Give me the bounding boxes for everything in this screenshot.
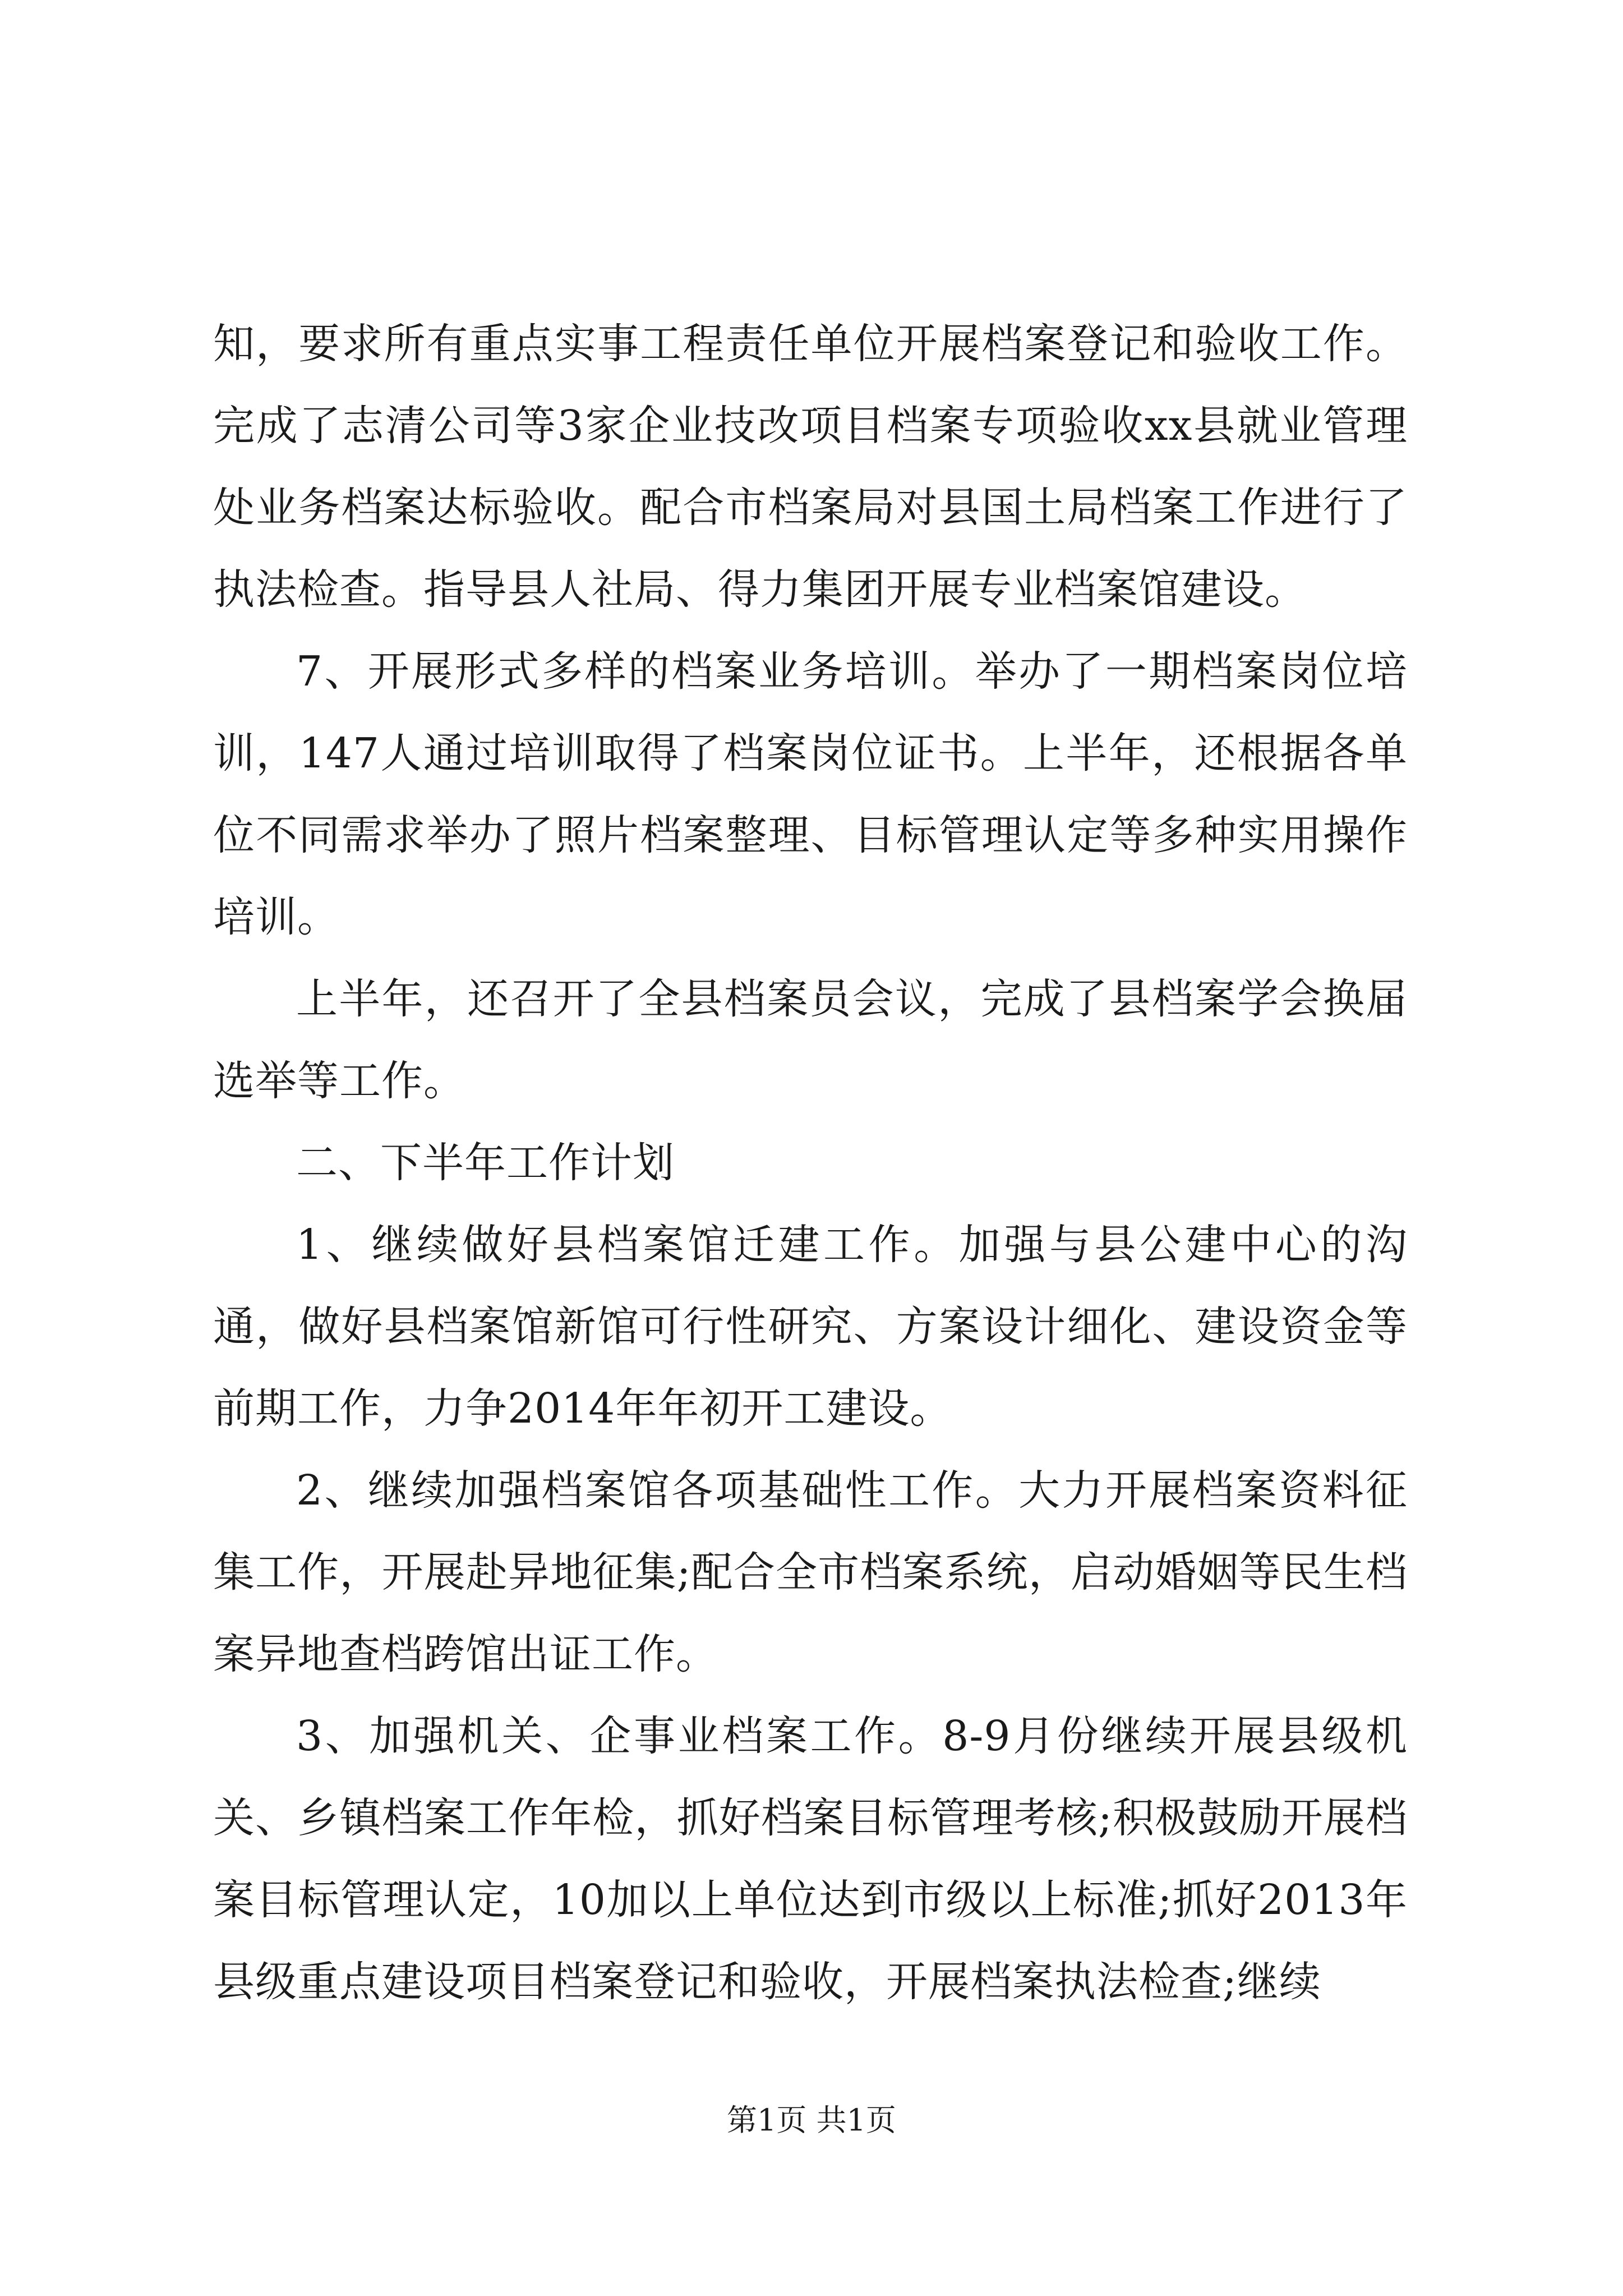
paragraph-6: 3、加强机关、企事业档案工作。8-9月份继续开展县级机关、乡镇档案工作年检，抓好档案目标管理考核;积极鼓励开展档案目标管理认定，10加以上单位达到市级以上标准;抓好2013年县级重点建设项目档案登记和验收，开展档案执法检查;继续 (213, 1712, 1408, 2006)
page-footer: 第1页 共1页 (727, 2102, 896, 2138)
paragraph-1: 知，要求所有重点实事工程责任单位开展档案登记和验收工作。完成了志清公司等3家企业技改项目档案专项验收xx县就业管理处业务档案达标验收。配合市档案局对县国土局档案工作进行了执法检查。指导县人社局、得力集团开展专业档案馆建设。 (213, 320, 1408, 614)
document-body (213, 303, 1408, 2023)
paragraph-4: 1、继续做好县档案馆迁建工作。加强与县公建中心的沟通，做好县档案馆新馆可行性研究、方案设计细化、建设资金等前期工作，力争2014年年初开工建设。 (213, 1221, 1408, 1433)
paragraph-5: 2、继续加强档案馆各项基础性工作。大力开展档案资料征集工作，开展赴异地征集;配合全市档案系统，启动婚姻等民生档案异地查档跨馆出证工作。 (213, 1466, 1408, 1678)
paragraph-2: 7、开展形式多样的档案业务培训。举办了一期档案岗位培训，147人通过培训取得了档案岗位证书。上半年，还根据各单位不同需求举办了照片档案整理、目标管理认定等多种实用操作培训。 (213, 647, 1408, 941)
section-heading: 二、下半年工作计划 (296, 1139, 675, 1187)
paragraph-3: 上半年，还召开了全县档案员会议，完成了县档案学会换届选举等工作。 (213, 975, 1408, 1105)
